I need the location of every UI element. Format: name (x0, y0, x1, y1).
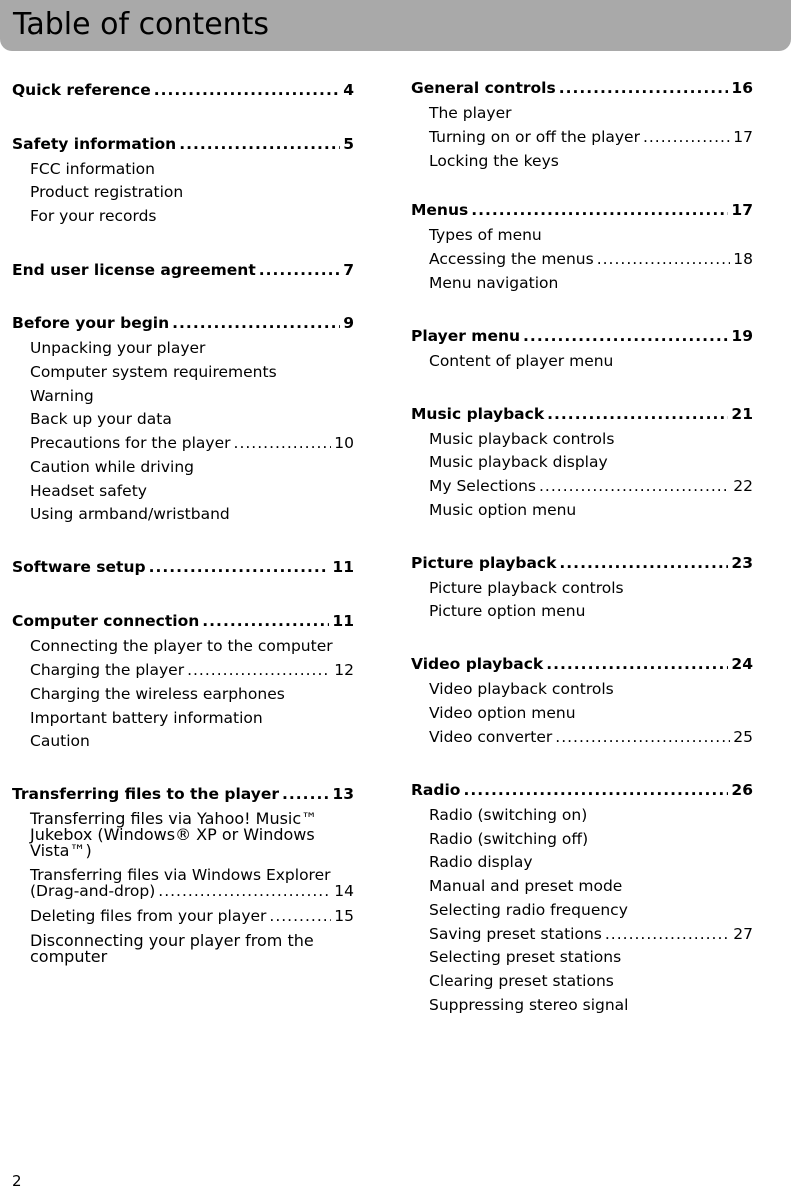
toc-subitem[interactable]: Selecting preset stations (429, 948, 622, 966)
toc-entry-eula[interactable]: End user license agreement ..... 7 (12, 261, 354, 279)
toc-subitem[interactable]: Back up your data (30, 410, 172, 428)
toc-subitem[interactable]: Using armband/wristband (30, 505, 230, 523)
toc-entry-before-begin[interactable]: Before your begin ..... 9 (12, 314, 354, 332)
page-number: 2 (12, 1172, 22, 1190)
toc-subitem[interactable]: Music playback controls (429, 430, 615, 448)
toc-subitem[interactable]: Music option menu (429, 501, 577, 519)
toc-entry-general-controls[interactable]: General controls ..... 16 (411, 79, 753, 97)
toc-entry-computer-connection[interactable]: Computer connection ..... 11 (12, 612, 354, 630)
toc-subitem[interactable]: Suppressing stereo signal (429, 996, 629, 1014)
page-title: Table of contents (13, 7, 270, 42)
toc-subitem[interactable]: Types of menu (429, 226, 542, 244)
toc-subitem[interactable]: Content of player menu (429, 352, 614, 370)
toc-subitem-precautions[interactable]: Precautions for the player ..... 10 (12, 434, 354, 452)
toc-subitem[interactable]: Connecting the player to the computer (30, 637, 333, 655)
toc-subitem-my-selections[interactable]: My Selections ..... 22 (411, 477, 753, 495)
toc-subitem[interactable]: Music playback display (429, 453, 608, 471)
toc-subitem[interactable]: Computer system requirements (30, 363, 277, 381)
toc-subitem-drag-drop[interactable]: (Drag-and-drop) ..... 14 (12, 882, 354, 900)
toc-entry-picture-playback[interactable]: Picture playback ..... 23 (411, 554, 753, 572)
toc-entry-player-menu[interactable]: Player menu ..... 19 (411, 327, 753, 345)
toc-subitem-charging[interactable]: Charging the player ..... 12 (12, 661, 354, 679)
toc-subitem[interactable]: Picture playback controls (429, 579, 624, 597)
toc-subitem[interactable]: Selecting radio frequency (429, 901, 628, 919)
toc-subitem-disconnect[interactable]: Disconnecting your player from the computer (30, 931, 314, 966)
toc-entry-video-playback[interactable]: Video playback ..... 24 (411, 655, 753, 673)
toc-subitem[interactable]: Clearing preset stations (429, 972, 614, 990)
toc-subitem[interactable]: Video playback controls (429, 680, 614, 698)
toc-subitem[interactable]: Warning (30, 387, 94, 405)
toc-subitem[interactable]: Radio display (429, 853, 533, 871)
toc-entry-safety[interactable]: Safety information ..... 5 (12, 135, 354, 153)
toc-subitem-video-converter[interactable]: Video converter ..... 25 (411, 728, 753, 746)
toc-subitem[interactable]: Radio (switching on) (429, 806, 588, 824)
toc-subitem[interactable]: The player (429, 104, 512, 122)
toc-subitem-deleting[interactable]: Deleting files from your player ..... 15 (12, 907, 354, 925)
toc-subitem[interactable]: Caution while driving (30, 458, 194, 476)
toc-subitem-turning[interactable]: Turning on or off the player ..... 17 (411, 128, 753, 146)
toc-entry-quick-reference[interactable]: Quick reference ..... 4 (12, 81, 354, 99)
toc-subitem[interactable]: Radio (switching off) (429, 830, 589, 848)
toc-subitem[interactable]: Manual and preset mode (429, 877, 623, 895)
toc-subitem[interactable]: Video option menu (429, 704, 576, 722)
toc-subitem[interactable]: Transferring files via Windows Explorer (30, 866, 331, 884)
toc-entry-music-playback[interactable]: Music playback ..... 21 (411, 405, 753, 423)
toc-subitem[interactable]: Charging the wireless earphones (30, 685, 285, 703)
header-bar (0, 0, 791, 51)
toc-subitem[interactable]: Unpacking your player (30, 339, 206, 357)
toc-subitem-yahoo[interactable]: Transferring files via Yahoo! Music™ Jukebox (Windows® XP or Windows Vista™) (30, 809, 318, 860)
toc-subitem[interactable]: FCC information (30, 160, 155, 178)
toc-subitem[interactable]: Important battery information (30, 709, 263, 727)
toc-subitem-saving-preset[interactable]: Saving preset stations ..... 27 (411, 925, 753, 943)
toc-subitem[interactable]: For your records (30, 207, 157, 225)
toc-subitem[interactable]: Caution (30, 732, 90, 750)
toc-entry-radio[interactable]: Radio ..... 26 (411, 781, 753, 799)
toc-subitem[interactable]: Locking the keys (429, 152, 559, 170)
toc-subitem[interactable]: Menu navigation (429, 274, 559, 292)
toc-subitem[interactable]: Product registration (30, 183, 184, 201)
toc-subitem-accessing[interactable]: Accessing the menus ..... 18 (411, 250, 753, 268)
toc-entry-menus[interactable]: Menus ..... 17 (411, 201, 753, 219)
toc-subitem[interactable]: Picture option menu (429, 602, 586, 620)
toc-subitem[interactable]: Headset safety (30, 482, 147, 500)
toc-entry-transferring[interactable]: Transferring files to the player ..... 13 (12, 785, 354, 803)
toc-entry-software-setup[interactable]: Software setup ..... 11 (12, 558, 354, 576)
